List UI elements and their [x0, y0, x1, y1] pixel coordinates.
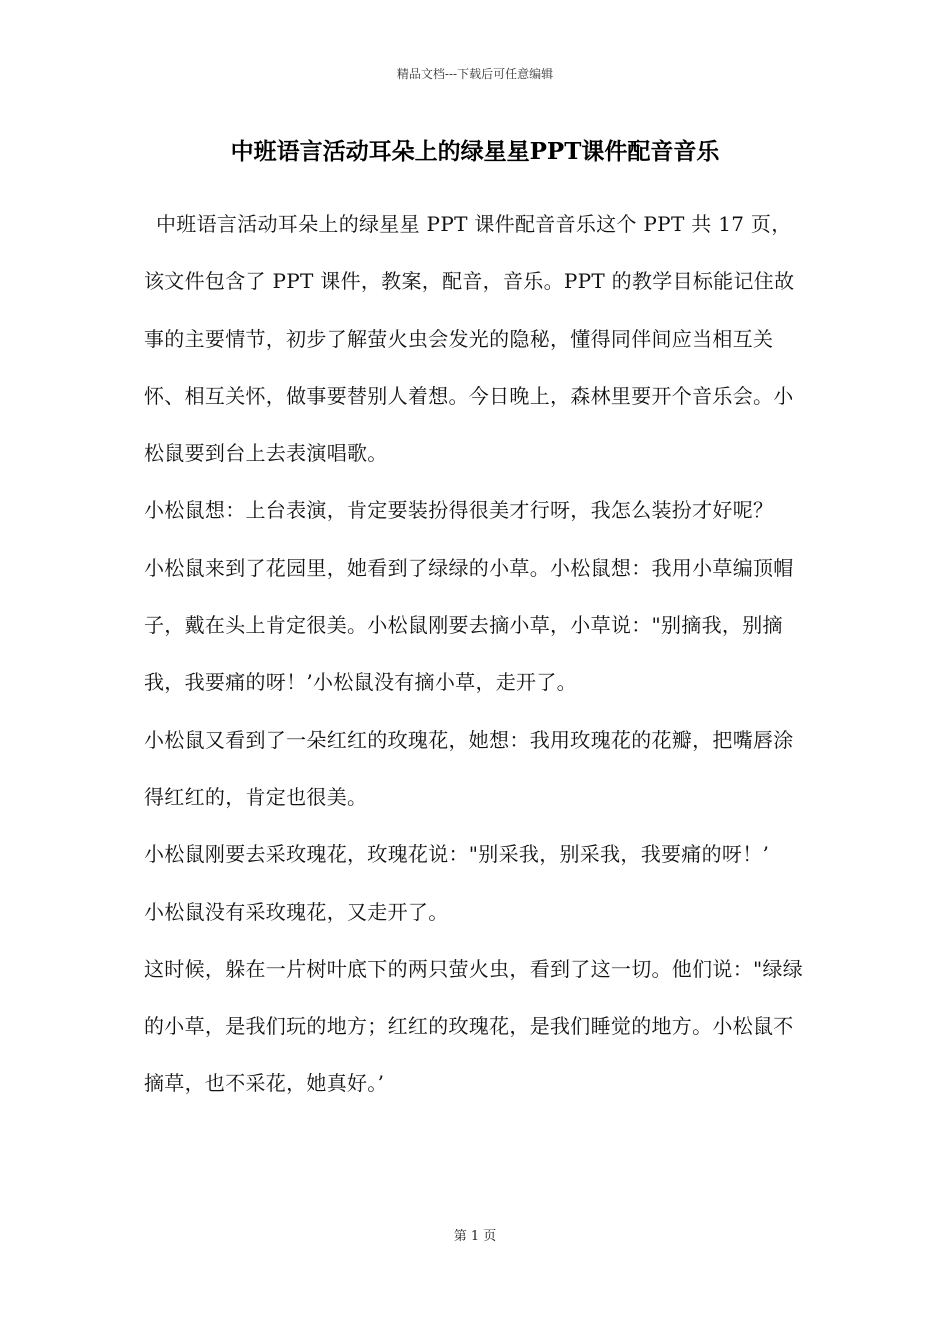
paragraph: 小松鼠没有采玫瑰花，又走开了。 — [144, 899, 449, 924]
paragraph: 小松鼠刚要去采玫瑰花，玫瑰花说："别采我，别采我，我要痛的呀！’ — [144, 842, 770, 867]
paragraph: 中班语言活动耳朵上的绿星星 PPT 课件配音音乐这个 PPT 共 17 页，该文件包含了 PPT 课件，教案，配音，音乐。PPT 的教学目标能记住故事的主要情节，初步了解萤火虫会发光的隐秘，懂得同伴间应当相互关怀、相互关怀，做事要替别人着想。今日晚上，森林里要开个音乐会。小松鼠要到台上去表演唱歌。 — [144, 212, 795, 466]
document-body — [144, 196, 808, 1113]
paragraph: 小松鼠想：上台表演，肯定要装扮得很美才行呀，我怎么装扮才好呢？ — [144, 498, 774, 523]
page-header: 精品文档---下载后可任意编辑 — [396, 67, 554, 81]
document-title: 中班语言活动耳朵上的绿星星PPT课件配音音乐 — [230, 138, 720, 165]
page-number: 第 1 页 — [453, 1229, 497, 1244]
paragraph: 小松鼠来到了花园里，她看到了绿绿的小草。小松鼠想：我用小草编顶帽子，戴在头上肯定很美。小松鼠刚要去摘小草，小草说："别摘我，别摘我，我要痛的呀！’小松鼠没有摘小草，走开了。 — [144, 555, 794, 695]
paragraph: 这时候，躲在一片树叶底下的两只萤火虫，看到了这一切。他们说："绿绿的小草，是我们玩的地方；红红的玫瑰花，是我们睡觉的地方。小松鼠不摘草，也不采花，她真好。’ — [144, 956, 804, 1096]
paragraph: 小松鼠又看到了一朵红红的玫瑰花，她想：我用玫瑰花的花瓣，把嘴唇涂得红红的，肯定也很美。 — [144, 727, 794, 809]
